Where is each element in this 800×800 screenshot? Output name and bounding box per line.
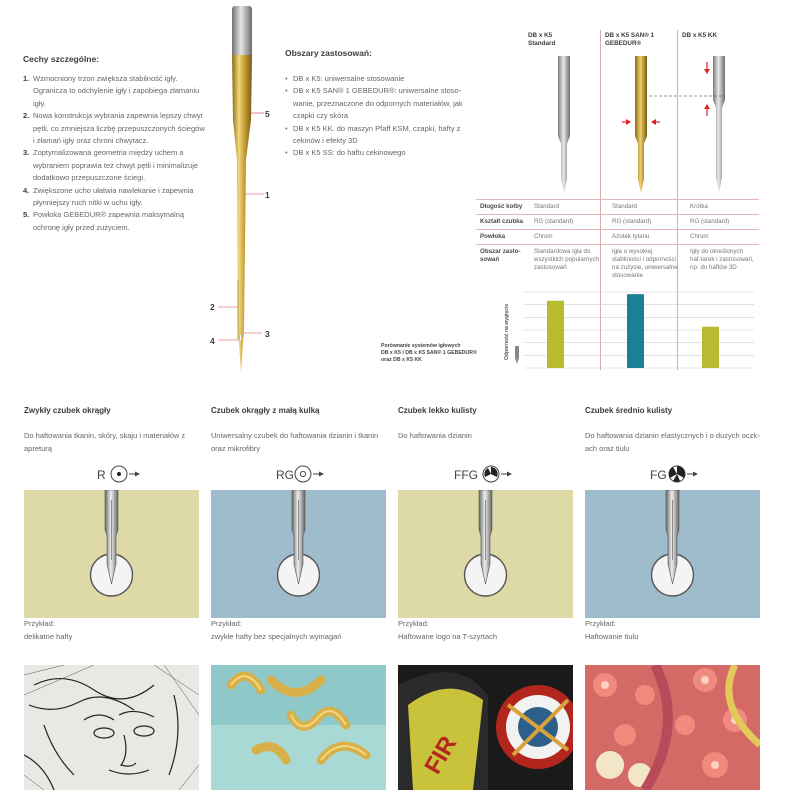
callout-2: 2: [210, 302, 215, 312]
example-label: Przykład:: [211, 619, 242, 628]
chart-bar: [702, 327, 719, 368]
tip-title: Czubek średnio kulisty: [585, 406, 673, 415]
example-label: Przykład:: [585, 619, 616, 628]
needle-tip-diagram: [211, 490, 386, 618]
area-item: • DB x K5 KK. do maszyn Pfaff KSM, czapki, hafty z cekinów i efekty 3D: [285, 123, 465, 148]
example-text: Haftowanie tiulu: [585, 632, 639, 641]
chart-caption: Porównanie systemów igłowych DB x K5 i DB x K5 SAN® 1 GEBEDUR® oraz DB x K5 KK: [381, 343, 477, 363]
table-row: Obszar zasto-sowań Standardowa igła do wszystkich popularnych zastosowań Igła o wysokiej stabilności i odporności na zużycie, uniwersalne stosowanie Igły do określonych haf-tarek i zastosowań, np. do haftów 3D: [476, 245, 759, 284]
example-label: Przykład:: [24, 619, 55, 628]
tip-description: Uniwersalny czubek do haftowania dzianin i tkanin oraz mikrofibry: [211, 431, 379, 453]
table-row: Kształt czubka RG (standard) RG (standard) RG (standard): [476, 215, 759, 230]
point-ffg-icon: [479, 464, 517, 484]
tip-description: Do haftowania dzianin: [398, 431, 472, 440]
tip-description: Do haftowania tkanin, skóry, skaju i materiałów z apreturą: [24, 431, 186, 453]
chart-axis-label: Odporność na wygięcie: [504, 303, 510, 360]
system-header-3: DB x K5 KK: [682, 32, 717, 39]
feature-item: 4. Zwiększone ucho ułatwia nawlekanie i zapewnia płynniejszy ruch nitki w uchu igły.: [23, 185, 194, 208]
needle-tip-diagram: [398, 490, 573, 618]
tip-symbol-label: FFG: [454, 468, 478, 482]
area-item: • DB x K5 SAN® 1 GEBEDUR®: uniwersalne stoso-wanie, przeznaczone do odpornych materiałów, jak czapki czy skóra: [285, 85, 465, 122]
bending-resistance-chart: [476, 288, 759, 372]
features-title: Cechy szczególne:: [23, 54, 100, 64]
callout-4: 4: [210, 336, 215, 346]
example-photo-tulle-embroidery: [585, 665, 760, 790]
feature-item: 1. Wzmocniony trzon zwiększa stabilność igły. Ogranicza to odchylenie igły i zapobiega złamaniu igły.: [23, 74, 200, 108]
svg-text:FIR: FIR: [419, 731, 463, 779]
needle-tip-diagram: [585, 490, 760, 618]
tip-symbol-label: FG: [650, 468, 667, 482]
features-list: [23, 73, 205, 234]
table-row: Powłoka Chrom Azotek tytanu Chrom: [476, 230, 759, 245]
table-row: Długość kolby Standard Standard Krótka: [476, 200, 759, 215]
needle-callout-lines: [200, 0, 290, 380]
example-photo-gold-embroidery: [211, 665, 386, 790]
needle-tip-diagram: [24, 490, 199, 618]
callout-3: 3: [265, 329, 270, 339]
example-photo-face-embroidery: [24, 665, 199, 790]
systems-table: [476, 199, 759, 283]
tip-title: Zwykły czubek okrągły: [24, 406, 111, 415]
tip-title: Czubek okrągły z małą kulką: [211, 406, 320, 415]
tip-symbol-label: RG: [276, 468, 294, 482]
feature-item: 2. Nowa konstrukcja wybrania zapewnia lepszy chwyt pętli, co zmniejsza liczbę przepuszczonych ściegów i złamań igły oraz chroni chwytacz.: [23, 111, 205, 146]
tip-diagram-panel: [585, 490, 760, 618]
areas-list: [285, 73, 465, 160]
area-item: • DB x K5: uniwersalne stosowanie: [285, 73, 465, 85]
chart-bar: [627, 294, 644, 368]
system-header-1: DB x K5 Standard: [528, 32, 556, 47]
areas-title: Obszary zastosowań:: [285, 48, 372, 58]
example-text: zwykłe hafty bez specjalnych wymagań: [211, 632, 342, 641]
callout-5: 5: [265, 109, 270, 119]
point-rg-icon: [291, 464, 329, 484]
example-text: delikatne hafty: [24, 632, 73, 641]
example-label: Przykład:: [398, 619, 429, 628]
tip-diagram-panel: [24, 490, 199, 618]
point-r-icon: [107, 464, 145, 484]
tip-description: Do haftowania dzianin elastycznych i o dużych oczk-ach oraz tiulu: [585, 431, 760, 453]
area-item: • DB x K5 SS: do haftu cekinowego: [285, 147, 465, 159]
needle-comparison-drawing: [525, 52, 775, 197]
example-photo-logo-patch: [398, 665, 573, 790]
tip-diagram-panel: [211, 490, 386, 618]
callout-1: 1: [265, 190, 270, 200]
tip-title: Czubek lekko kulisty: [398, 406, 477, 415]
feature-item: 3. Zoptymalizowana geometria między uchem a wybraniem poprawia też chwyt pętli i minimalizuje dodatkowo przepuszczone ściegi.: [23, 148, 199, 183]
tip-diagram-panel: [398, 490, 573, 618]
system-header-2: DB x K5 SAN® 1 GEBEDUR®: [605, 32, 655, 47]
chart-bar: [547, 301, 564, 368]
feature-item: 5. Powłoka GEBEDUR® zapewnia maksymalną ochronę igły przed zużyciem.: [23, 210, 184, 232]
point-fg-icon: [665, 464, 703, 484]
tip-symbol-label: R: [97, 468, 106, 482]
example-text: Haftowane logo na T-szyrtach: [398, 632, 498, 641]
